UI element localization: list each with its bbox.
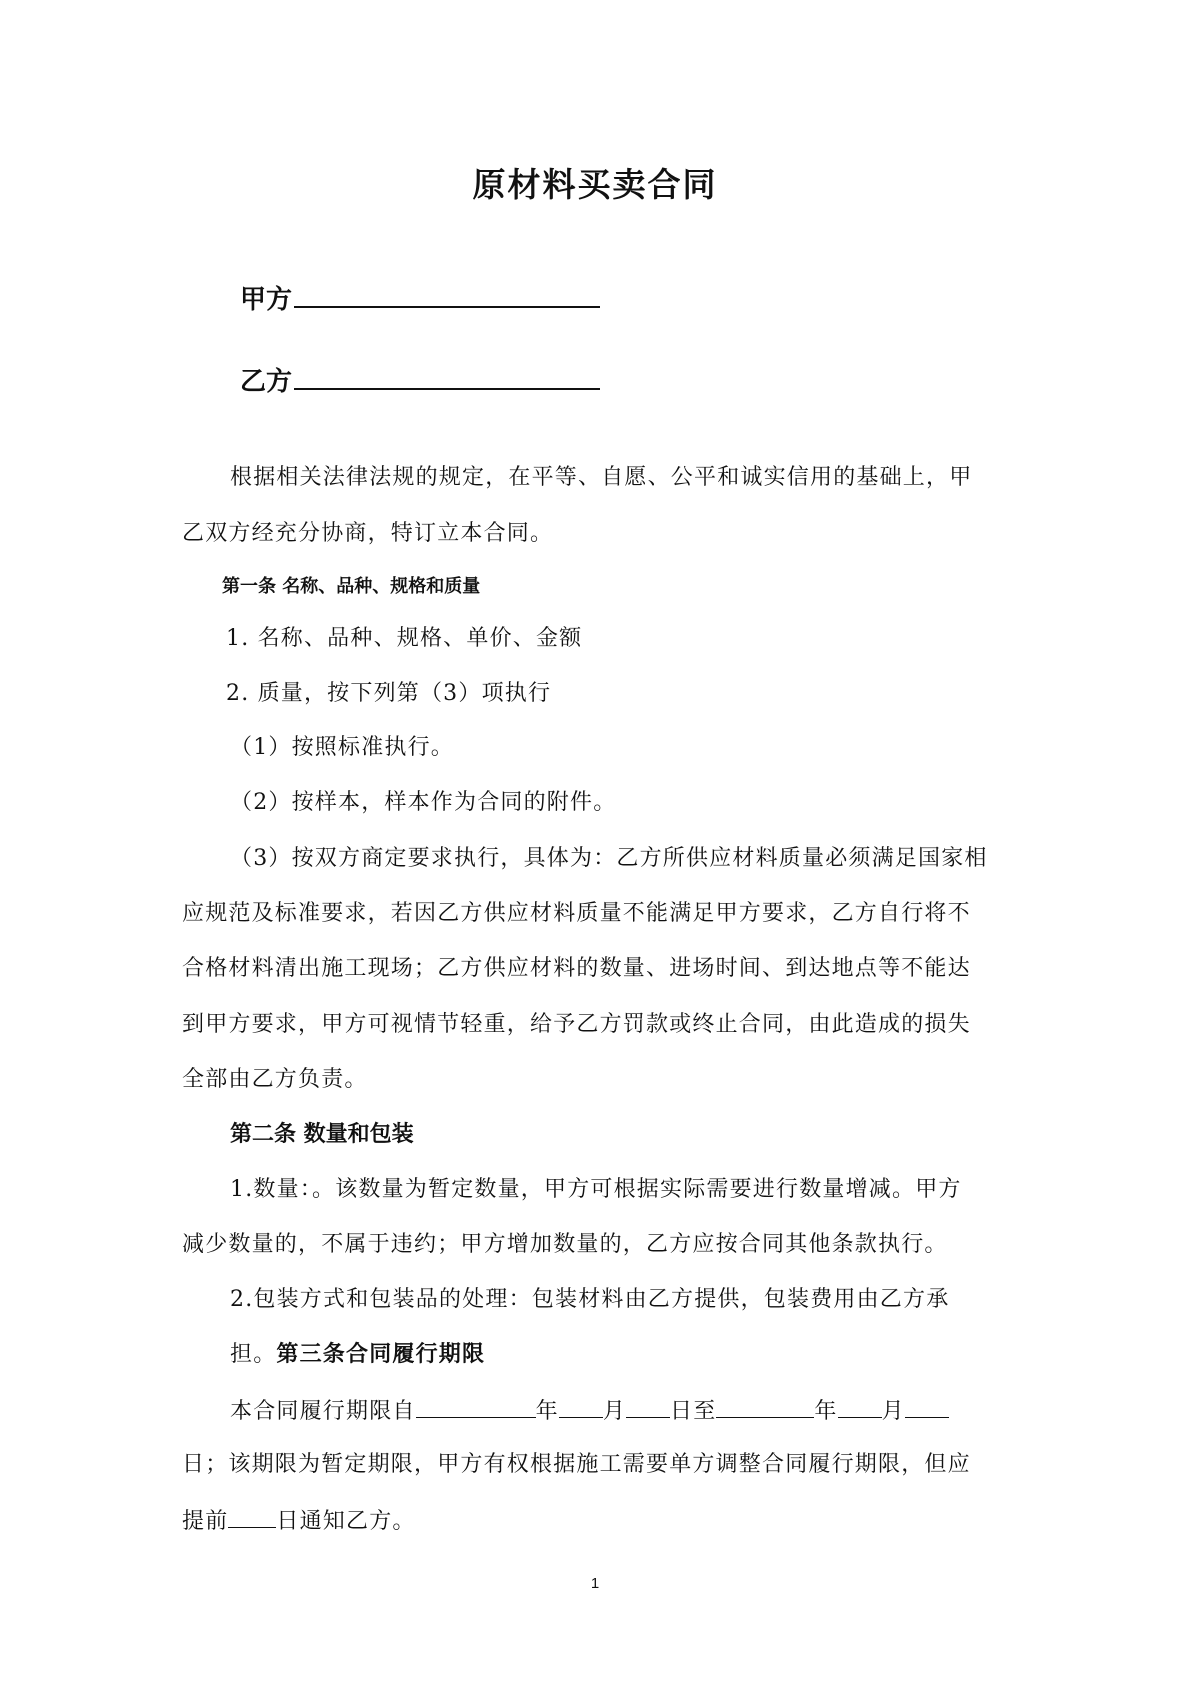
article-3-line-3 [182,1505,416,1537]
notice-suffix: 日通知乙方。 [276,1509,416,1534]
intro-line-2: 乙双方经充分协商，特订立本合同。 [182,521,554,546]
article-1-option-3-line: 合格材料清出施工现场；乙方供应材料的数量、进场时间、到达地点等不能达 [182,956,971,981]
end-year-blank [716,1395,814,1418]
end-month-blank [838,1395,882,1418]
article-3-heading: 第三条合同履行期限 [276,1342,486,1367]
start-month-blank [559,1395,603,1418]
party-a-blank [294,280,600,308]
article-1-option-3-line: 应规范及标准要求，若因乙方供应材料质量不能满足甲方要求，乙方自行将不 [182,901,971,926]
article-1-item-2: 2. 质量，按下列第（3）项执行 [226,681,552,706]
article-2-heading: 第二条 数量和包装 [230,1122,414,1147]
end-month-label: 月 [881,1399,905,1424]
article-3-period-line [230,1395,949,1427]
article-2-item-1-line: 1.数量：。该数量为暂定数量，甲方可根据实际需要进行数量增减。甲方 [230,1177,962,1202]
article-1-heading: 第一条 名称、品种、规格和质量 [222,576,481,597]
article-1-option-3-line: 全部由乙方负责。 [182,1067,368,1092]
start-year-blank [416,1395,536,1418]
start-day-label: 日至 [670,1399,717,1424]
party-a-label: 甲方 [240,285,293,315]
start-month-label: 月 [602,1399,627,1424]
end-year-label: 年 [814,1399,838,1424]
article-1-option-2: （2）按样本，样本作为合同的附件。 [230,790,617,815]
start-year-label: 年 [535,1399,559,1424]
start-day-blank [626,1395,670,1418]
party-b-label: 乙方 [240,367,293,397]
period-prefix: 本合同履行期限自 [230,1399,416,1424]
page-number: 1 [590,1575,600,1592]
article-1-option-1: （1）按照标准执行。 [230,735,454,760]
article-1-option-3-line: （3）按双方商定要求执行，具体为：乙方所供应材料质量必须满足国家相 [230,846,988,871]
party-b-blank [294,362,600,390]
notice-days-blank [228,1505,276,1528]
article-1-option-3-line: 到甲方要求，甲方可视情节轻重，给予乙方罚款或终止合同，由此造成的损失 [182,1012,971,1037]
contract-title: 原材料买卖合同 [472,165,718,204]
article-2-item-2-line: 2.包装方式和包装品的处理：包装材料由乙方提供，包装费用由乙方承 [230,1287,950,1312]
article-2-item-2-end: 担。 [230,1342,277,1367]
notice-prefix: 提前 [182,1509,229,1534]
article-2-end-and-article-3-heading [230,1340,485,1370]
end-day-blank [905,1395,949,1418]
intro-line-1: 根据相关法律法规的规定，在平等、自愿、公平和诚实信用的基础上，甲 [230,465,973,490]
article-2-item-1-line: 减少数量的，不属于违约；甲方增加数量的，乙方应按合同其他条款执行。 [182,1232,948,1257]
article-1-item-1: 1. 名称、品种、规格、单价、金额 [226,626,583,651]
article-3-line-2: 日；该期限为暂定期限，甲方有权根据施工需要单方调整合同履行期限，但应 [182,1452,971,1477]
party-a-line [240,280,600,317]
party-b-line [240,362,600,399]
